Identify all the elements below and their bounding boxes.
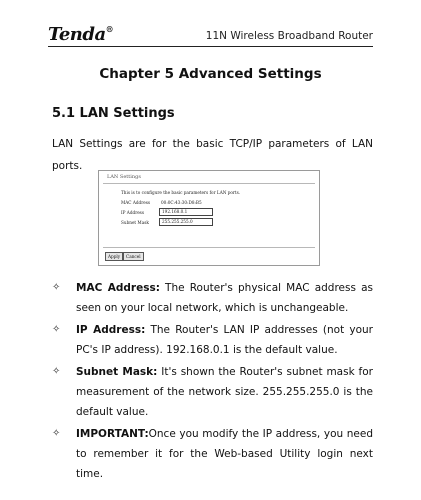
ip-address-label: IP Address	[121, 210, 144, 215]
cancel-button[interactable]: Cancel	[123, 252, 144, 261]
diamond-bullet-icon: ✧	[52, 366, 61, 377]
screenshot-divider	[103, 183, 315, 184]
diamond-bullet-icon: ✧	[52, 324, 61, 335]
list-item	[52, 278, 373, 318]
lan-settings-screenshot	[98, 170, 320, 266]
mac-address-label: MAC Address	[121, 200, 151, 205]
bullet-term: MAC Address:	[76, 282, 160, 294]
subnet-mask-label: Subnet Mask	[121, 220, 149, 225]
product-name: 11N Wireless Broadband Router	[205, 30, 373, 42]
subnet-mask-input[interactable]: 255.255.255.0	[159, 218, 213, 226]
bullet-term: IMPORTANT:	[76, 428, 149, 440]
bullet-term: IP Address:	[76, 324, 146, 336]
section-title: 5.1 LAN Settings	[52, 106, 175, 121]
ip-address-input[interactable]: 192.168.0.1	[159, 208, 213, 216]
tenda-logo	[48, 24, 113, 45]
apply-button[interactable]: Apply	[105, 252, 123, 261]
logo-text: Tenda	[48, 24, 106, 45]
registered-mark: ®	[105, 24, 114, 34]
screenshot-footer-divider	[103, 247, 315, 248]
diamond-bullet-icon: ✧	[52, 428, 61, 439]
screenshot-title: LAN Settings	[107, 174, 141, 180]
chapter-title: Chapter 5 Advanced Settings	[99, 66, 322, 82]
bullet-text: It's shown the Router's subnet mask for measurement of the network size. 255.255.255.0 is the default value.	[76, 366, 373, 418]
field-descriptions	[52, 278, 373, 486]
list-item	[52, 362, 373, 422]
bullet-term: Subnet Mask:	[76, 366, 158, 378]
bullet-text: The Router's physical MAC address as seen on your local network, which is unchangeable.	[76, 282, 374, 314]
mac-address-value: 00:0C:43:30:D8:B5	[161, 200, 202, 205]
header-divider	[48, 46, 373, 47]
list-item	[52, 320, 373, 360]
page-header	[48, 24, 373, 46]
diamond-bullet-icon: ✧	[52, 282, 61, 293]
screenshot-description: This is to configure the basic parameters for LAN ports.	[121, 190, 241, 195]
bullet-text: The Router's LAN IP addresses (not your PC's IP address). 192.168.0.1 is the default value.	[76, 324, 373, 356]
bullet-text: Once you modify the IP address, you need to remember it for the Web-based Utility login next time.	[76, 428, 373, 480]
intro-paragraph: LAN Settings are for the basic TCP/IP parameters of LAN ports.	[52, 138, 373, 172]
list-item	[52, 424, 373, 484]
